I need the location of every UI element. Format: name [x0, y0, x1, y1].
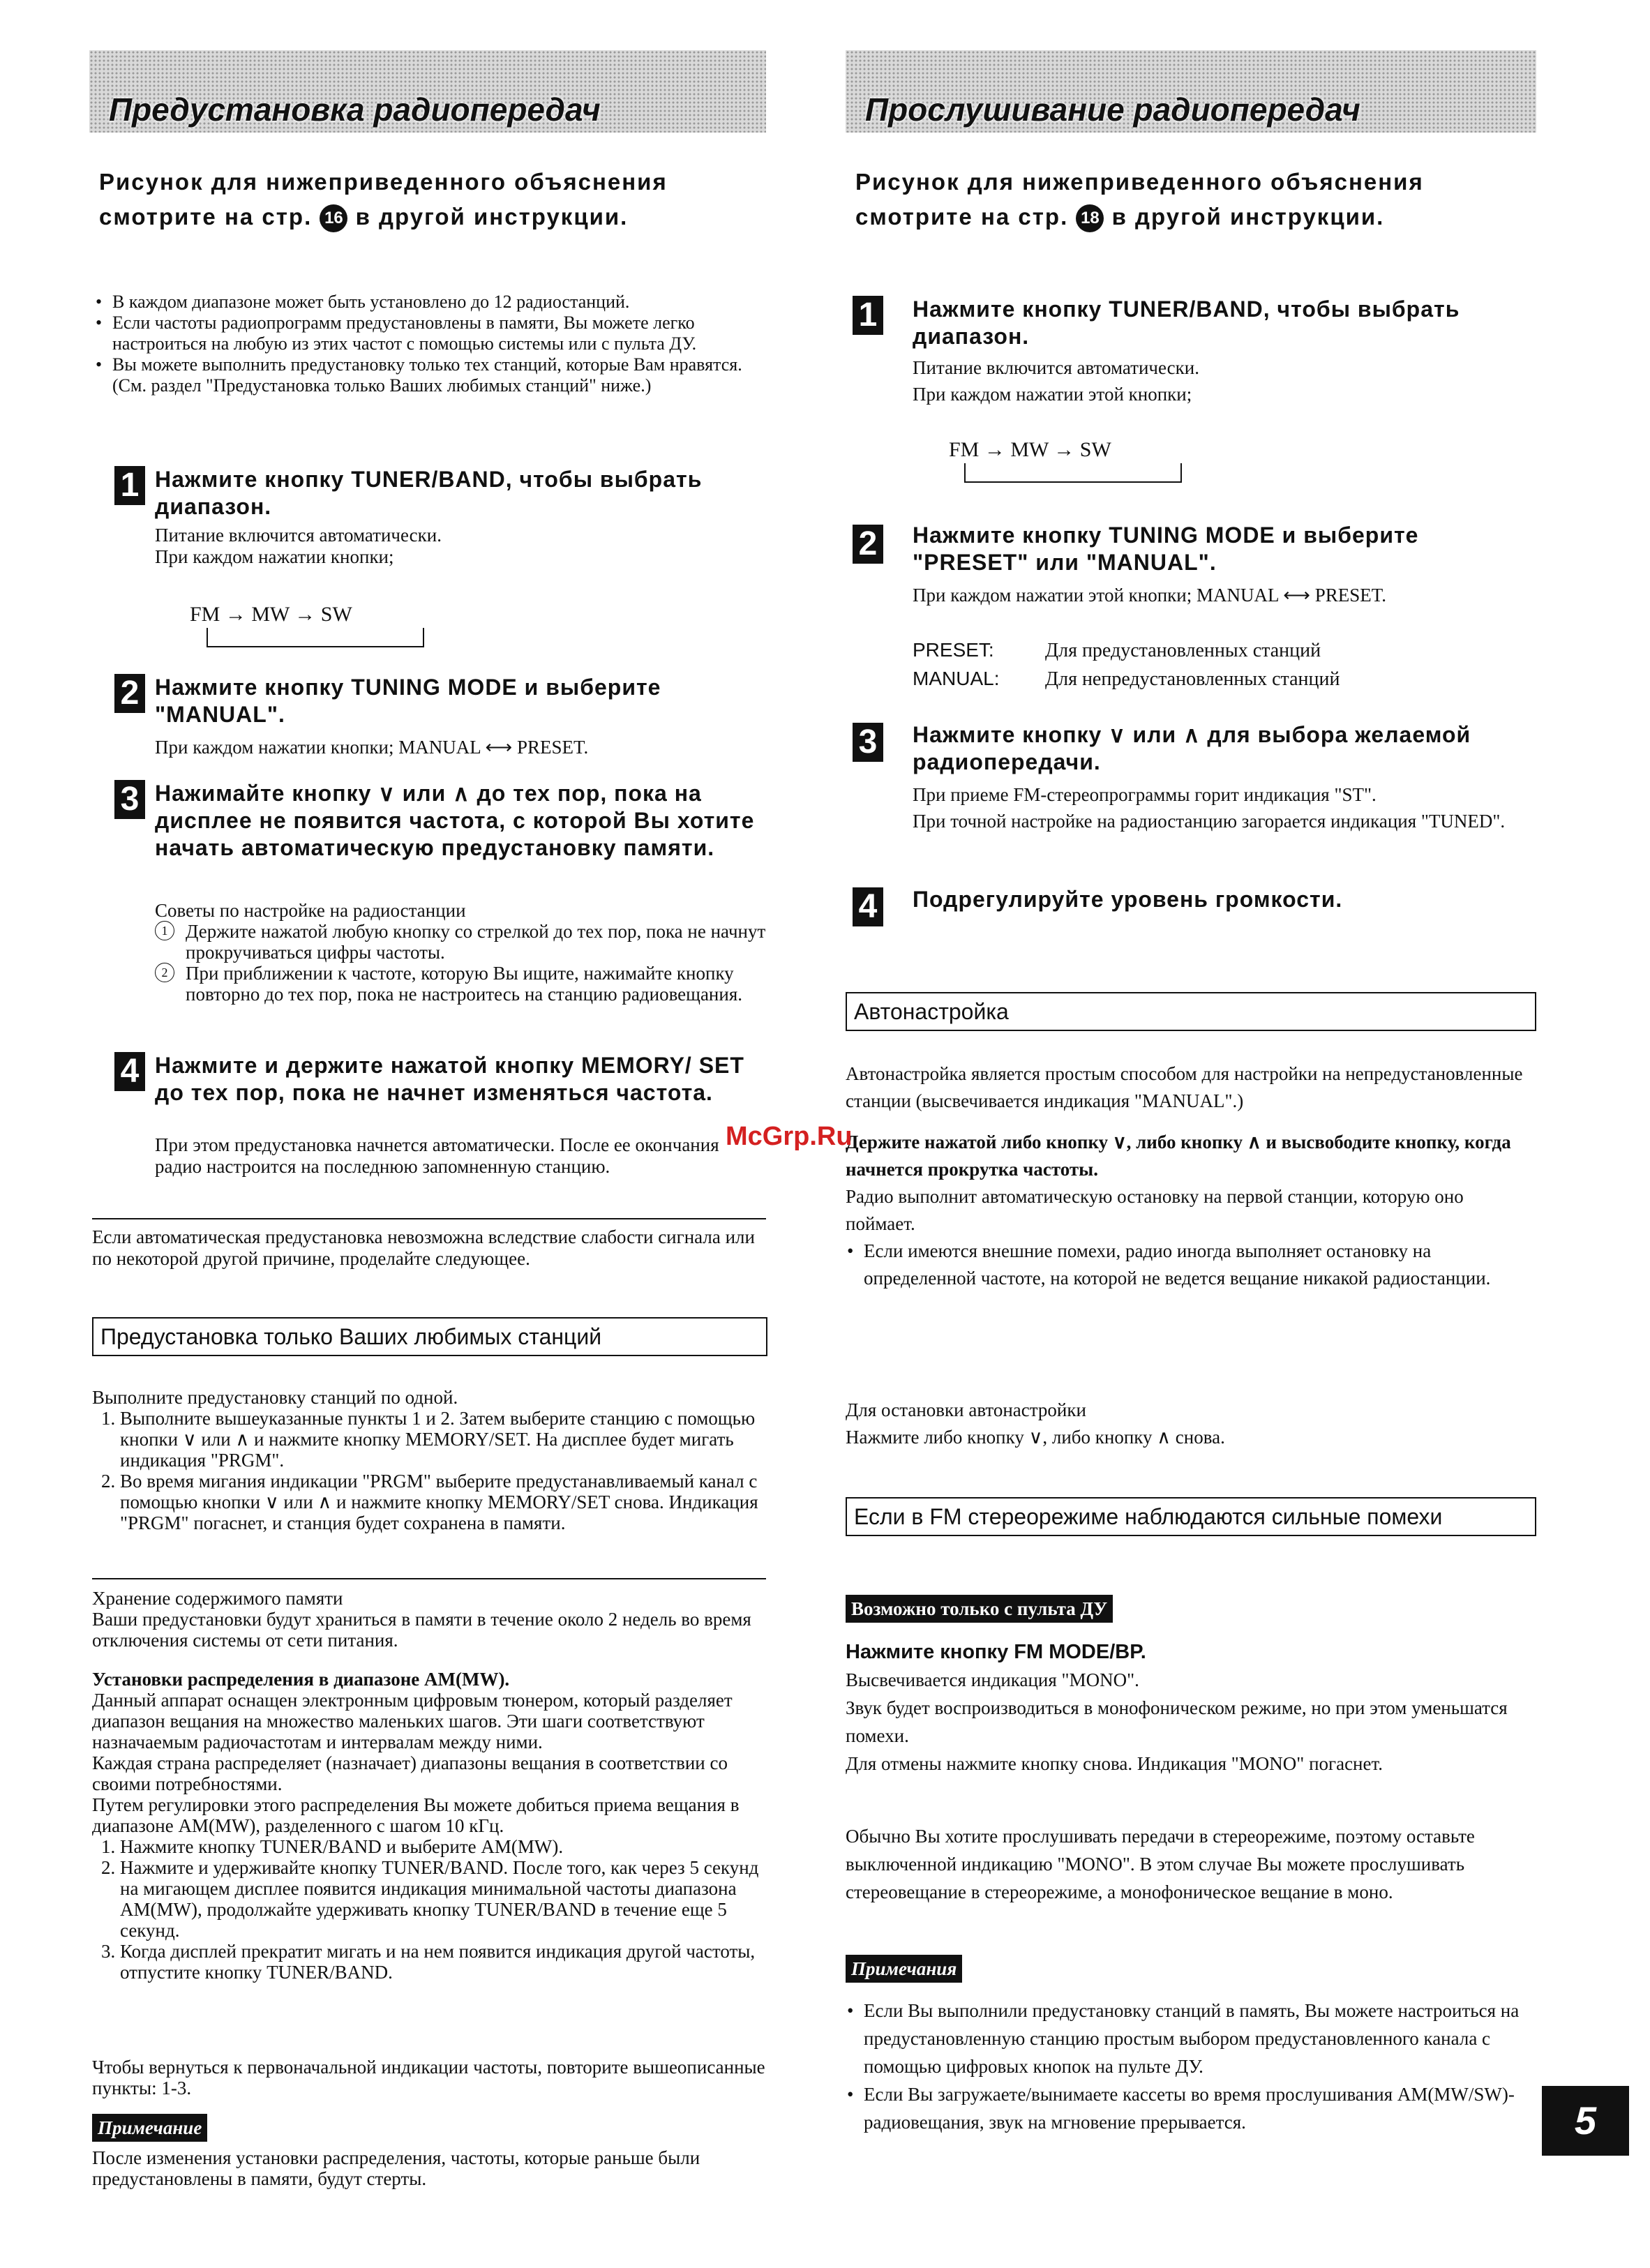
- left-step3-tips: [155, 900, 769, 1005]
- right-fm-line2: Звук будет воспроизводиться в монофоническом режиме, но при этом уменьшатся помехи.: [846, 1697, 1508, 1746]
- preset-value: Для предустановленных станций: [1045, 640, 1321, 661]
- left-step3-number: 3: [114, 780, 145, 819]
- tip-marker: 1: [155, 921, 174, 940]
- right-fm-line1: Высвечивается индикация "MONO".: [846, 1669, 1139, 1690]
- left-am-item: 2. Нажмите и удерживайте кнопку TUNER/BAND. После того, как через 5 секунд на мигающем дисплее появится индикация минимальной частоты диапазона AM(MW), продолжайте удерживать кнопку TUNER/BAND в течение еще 5 секунд.: [120, 1857, 766, 1941]
- left-favorites-intro: Выполните предустановку станций по одной.: [92, 1387, 458, 1408]
- right-banner-title: Прослушивание радиопередач: [865, 91, 1360, 128]
- left-memory-title: Хранение содержимого памяти: [92, 1588, 343, 1609]
- page-number: 5: [1542, 2086, 1629, 2156]
- left-banner-title: Предустановка радиопередач: [109, 91, 601, 128]
- right-intro-suffix: в другой инструкции.: [1111, 204, 1385, 230]
- left-intro-line1: Рисунок для нижеприведенного объяснения: [99, 169, 668, 195]
- right-step2-modes: [913, 636, 1540, 693]
- left-step4-body: При этом предустановка начнется автоматически. После ее окончания радио настроится на последнюю запомненную станцию.: [155, 1134, 719, 1177]
- left-step4-title: Нажмите и держите нажатой кнопку MEMORY/ SET до тех пор, пока не начнет изменяться частота.: [155, 1053, 744, 1105]
- right-step1-line1: Питание включится автоматически.: [913, 357, 1199, 378]
- right-step4-number: 4: [853, 887, 883, 926]
- preset-key: PRESET:: [913, 639, 994, 661]
- right-intro-prefix: смотрите на стр.: [855, 204, 1069, 230]
- left-step2-line1: При каждом нажатии кнопки; MANUAL ⟷ PRESET.: [155, 737, 589, 758]
- left-step1-line1: Питание включится автоматически.: [155, 525, 442, 546]
- left-intro: [99, 165, 772, 234]
- right-intro-page-badge: 18: [1076, 204, 1104, 232]
- left-memory-body: Ваши предустановки будут храниться в памяти в течение около 2 недель во время отключения системы от сети питания.: [92, 1609, 751, 1651]
- left-step3-title: Нажимайте кнопку ∨ или ∧ до тех пор, пока на дисплее не появится частота, с которой Вы хотите начать автоматическую предустановку памяти.: [155, 781, 755, 860]
- left-favorites-header: Предустановка только Ваших любимых станций: [92, 1317, 767, 1356]
- right-step2-manual-row: [913, 665, 1540, 693]
- right-step1-body: [913, 354, 1540, 407]
- left-memory: [92, 1588, 766, 1651]
- right-step3-number: 3: [853, 723, 883, 762]
- manual-value: Для непредустановленных станций: [1045, 668, 1340, 690]
- left-am-body2: Каждая страна распределяет (назначает) диапазоны вещания в соответствии со своими потребностями.: [92, 1752, 728, 1794]
- right-step2-title: Нажмите кнопку TUNING MODE и выберите "PRESET" или "MANUAL".: [913, 523, 1419, 575]
- left-step2-title: Нажмите кнопку TUNING MODE и выберите "MANUAL".: [155, 675, 661, 727]
- right-step1-line2: При каждом нажатии этой кнопки;: [913, 384, 1192, 405]
- right-intro-line2: [855, 200, 1550, 234]
- left-intro-page-badge: 16: [320, 204, 347, 232]
- left-step1-line2: При каждом нажатии кнопки;: [155, 546, 394, 567]
- right-step3-body: [913, 781, 1540, 834]
- left-step1-loop-line: [207, 628, 424, 647]
- right-step1-title: Нажмите кнопку TUNER/BAND, чтобы выбрать диапазон.: [913, 296, 1460, 349]
- left-note-tag: Примечание: [92, 2114, 207, 2142]
- right-fm-line3: Для отмены нажмите кнопку снова. Индикация "MONO" погаснет.: [846, 1753, 1383, 1774]
- right-auto-bullet: • Если имеются внешние помехи, радио иногда выполняет остановку на определенной частоте, на которой не ведется вещание никакой радиостанции.: [846, 1238, 1536, 1292]
- left-step3-tip1-text: Держите нажатой любую кнопку со стрелкой до тех пор, пока не начнут прокручиваться цифры частоты.: [186, 921, 766, 963]
- left-am-body1: Данный аппарат оснащен электронным цифровым тюнером, который разделяет диапазон вещания на множество маленьких шагов. Эти шаги соответствуют назначаемым радиочастотам и интервалам между ними.: [92, 1690, 733, 1752]
- right-step1-loop-line: [964, 463, 1182, 483]
- left-step4-number: 4: [114, 1052, 145, 1091]
- left-divider: [92, 1218, 766, 1219]
- left-am-item: 3. Когда дисплей прекратит мигать и на нем появится индикация другой частоты, отпустите кнопку TUNER/BAND.: [120, 1941, 766, 1983]
- right-auto-section: [846, 1060, 1536, 1292]
- left-step1-sequence: FM → MW → SW: [190, 603, 352, 626]
- right-step4-title: Подрегулируйте уровень громкости.: [913, 887, 1343, 912]
- left-bullet-item: • Если частоты радиопрограмм предустановлены в памяти, Вы можете легко настроиться на любую из этих частот с помощью системы или с пульта ДУ.: [94, 313, 767, 354]
- right-step3-line2: При точной настройке на радиостанцию загорается индикация "TUNED".: [913, 811, 1506, 832]
- watermark: McGrp.Ru: [726, 1122, 853, 1151]
- left-bullets: [94, 292, 767, 396]
- right-notes: [846, 1997, 1536, 2136]
- right-auto-body: Радио выполнит автоматическую остановку на первой станции, которую оно поймает.: [846, 1186, 1464, 1234]
- right-fm-paragraph: Обычно Вы хотите прослушивать передачи в стереорежиме, поэтому оставьте выключенной индикацию "MONO". В этом случае Вы можете прослушивать стереовещание в стереорежиме, а монофоническое вещание в моно.: [846, 1826, 1475, 1902]
- right-step2-line1: При каждом нажатии этой кнопки; MANUAL ⟷ PRESET.: [913, 585, 1386, 606]
- right-step1-sequence: FM → MW → SW: [949, 438, 1111, 461]
- left-step1-title: Нажмите кнопку TUNER/BAND, чтобы выбрать диапазон.: [155, 467, 703, 519]
- right-fm-section: [846, 1638, 1536, 1778]
- left-intro-prefix: смотрите на стр.: [99, 204, 313, 230]
- manual-key: MANUAL:: [913, 668, 1000, 689]
- left-step3-tips-title: Советы по настройке на радиостанции: [155, 900, 466, 921]
- left-bullet-item: • В каждом диапазоне может быть установлено до 12 радиостанций.: [94, 292, 767, 313]
- left-step1-body: [155, 525, 769, 568]
- right-fm-press: Нажмите кнопку FM MODE/BP.: [846, 1641, 1146, 1663]
- left-am-body3: Путем регулировки этого распределения Вы можете добиться приема вещания в диапазоне AM(MW), разделенного с шагом 10 кГц.: [92, 1794, 740, 1836]
- left-note-body: После изменения установки распределения, частоты, которые раньше были предустановлены в памяти, будут стерты.: [92, 2147, 700, 2189]
- right-auto-header: Автонастройка: [846, 992, 1536, 1031]
- left-am-title: Установки распределения в диапазоне AM(MW).: [92, 1669, 510, 1690]
- left-return-text: Чтобы вернуться к первоначальной индикации частоты, повторите вышеописанные пункты: 1-3.: [92, 2057, 765, 2098]
- left-favorites-item: 1. Выполните вышеуказанные пункты 1 и 2. Затем выберите станцию с помощью кнопки ∨ или ∧ и нажмите кнопку MEMORY/SET. На дисплее будет мигать индикация "PRGM".: [120, 1408, 766, 1471]
- right-step2-preset-row: [913, 636, 1540, 665]
- left-step1-number: 1: [114, 466, 145, 505]
- left-favorites-item: 2. Во время мигания индикации "PRGM" выберите предустанавливаемый канал с помощью кнопки ∨ или ∧ и нажмите кнопку MEMORY/SET снова. Индикация "PRGM" погаснет, и станция будет сохранена в памяти.: [120, 1471, 766, 1533]
- right-stop-section: [846, 1397, 1536, 1451]
- right-note-item: • Если Вы выполнили предустановку станций в память, Вы можете настроиться на предустановленную станцию простым выбором предустановленного канала с помощью цифровых кнопок на пульте ДУ.: [846, 1997, 1536, 2080]
- left-step2-number: 2: [114, 674, 145, 713]
- right-note-item: • Если Вы загружаете/вынимаете кассеты во время прослушивания AM(MW/SW)-радиовещания, звук на мгновение прерывается.: [846, 2080, 1536, 2136]
- right-step3-title: Нажмите кнопку ∨ или ∧ для выбора желаемой радиопередачи.: [913, 722, 1471, 774]
- left-intro-suffix: в другой инструкции.: [355, 204, 629, 230]
- left-weak-signal-note: Если автоматическая предустановка невозможна вследствие слабости сигнала или по некоторой другой причине, проделайте следующее.: [92, 1226, 755, 1269]
- left-step3-tip: [155, 963, 769, 1005]
- right-step2-number: 2: [853, 525, 883, 564]
- right-step1-number: 1: [853, 296, 883, 335]
- left-step3-tip: [155, 921, 769, 963]
- right-remote-tag: Возможно только с пульта ДУ: [846, 1595, 1113, 1623]
- left-bullet-item: • Вы можете выполнить предустановку только тех станций, которые Вам нравятся. (См. раздел "Предустановка только Ваших любимых станций" ниже.): [94, 354, 767, 396]
- right-stop-body: Нажмите либо кнопку ∨, либо кнопку ∧ снова.: [846, 1427, 1225, 1448]
- tip-marker: 2: [155, 963, 174, 982]
- right-notes-tag: Примечания: [846, 1955, 962, 1983]
- right-fm-header: Если в FM стереорежиме наблюдаются сильные помехи: [846, 1497, 1536, 1536]
- right-banner: [846, 50, 1536, 133]
- left-intro-line2: [99, 200, 772, 234]
- left-am-item: 1. Нажмите кнопку TUNER/BAND и выберите AM(MW).: [120, 1836, 766, 1857]
- right-stop-title: Для остановки автонастройки: [846, 1399, 1086, 1420]
- right-step3-line1: При приеме FM-стереопрограммы горит индикация "ST".: [913, 784, 1377, 805]
- left-am-section: [92, 1669, 766, 1983]
- left-banner: [89, 50, 766, 133]
- right-intro: [855, 165, 1550, 234]
- left-divider-2: [92, 1578, 766, 1579]
- left-step3-tip2-text: При приближении к частоте, которую Вы ищите, нажимайте кнопку повторно до тех пор, пока не настроитесь на станцию радиовещания.: [186, 963, 742, 1005]
- right-auto-bold: Держите нажатой либо кнопку ∨, либо кнопку ∧ и высвободите кнопку, когда начнется прокрутка частоты.: [846, 1132, 1511, 1180]
- right-intro-line1: Рисунок для нижеприведенного объяснения: [855, 169, 1424, 195]
- right-auto-intro: Автонастройка является простым способом для настройки на непредустановленные станции (высвечивается индикация "MANUAL".): [846, 1063, 1523, 1111]
- left-favorites: [92, 1387, 766, 1533]
